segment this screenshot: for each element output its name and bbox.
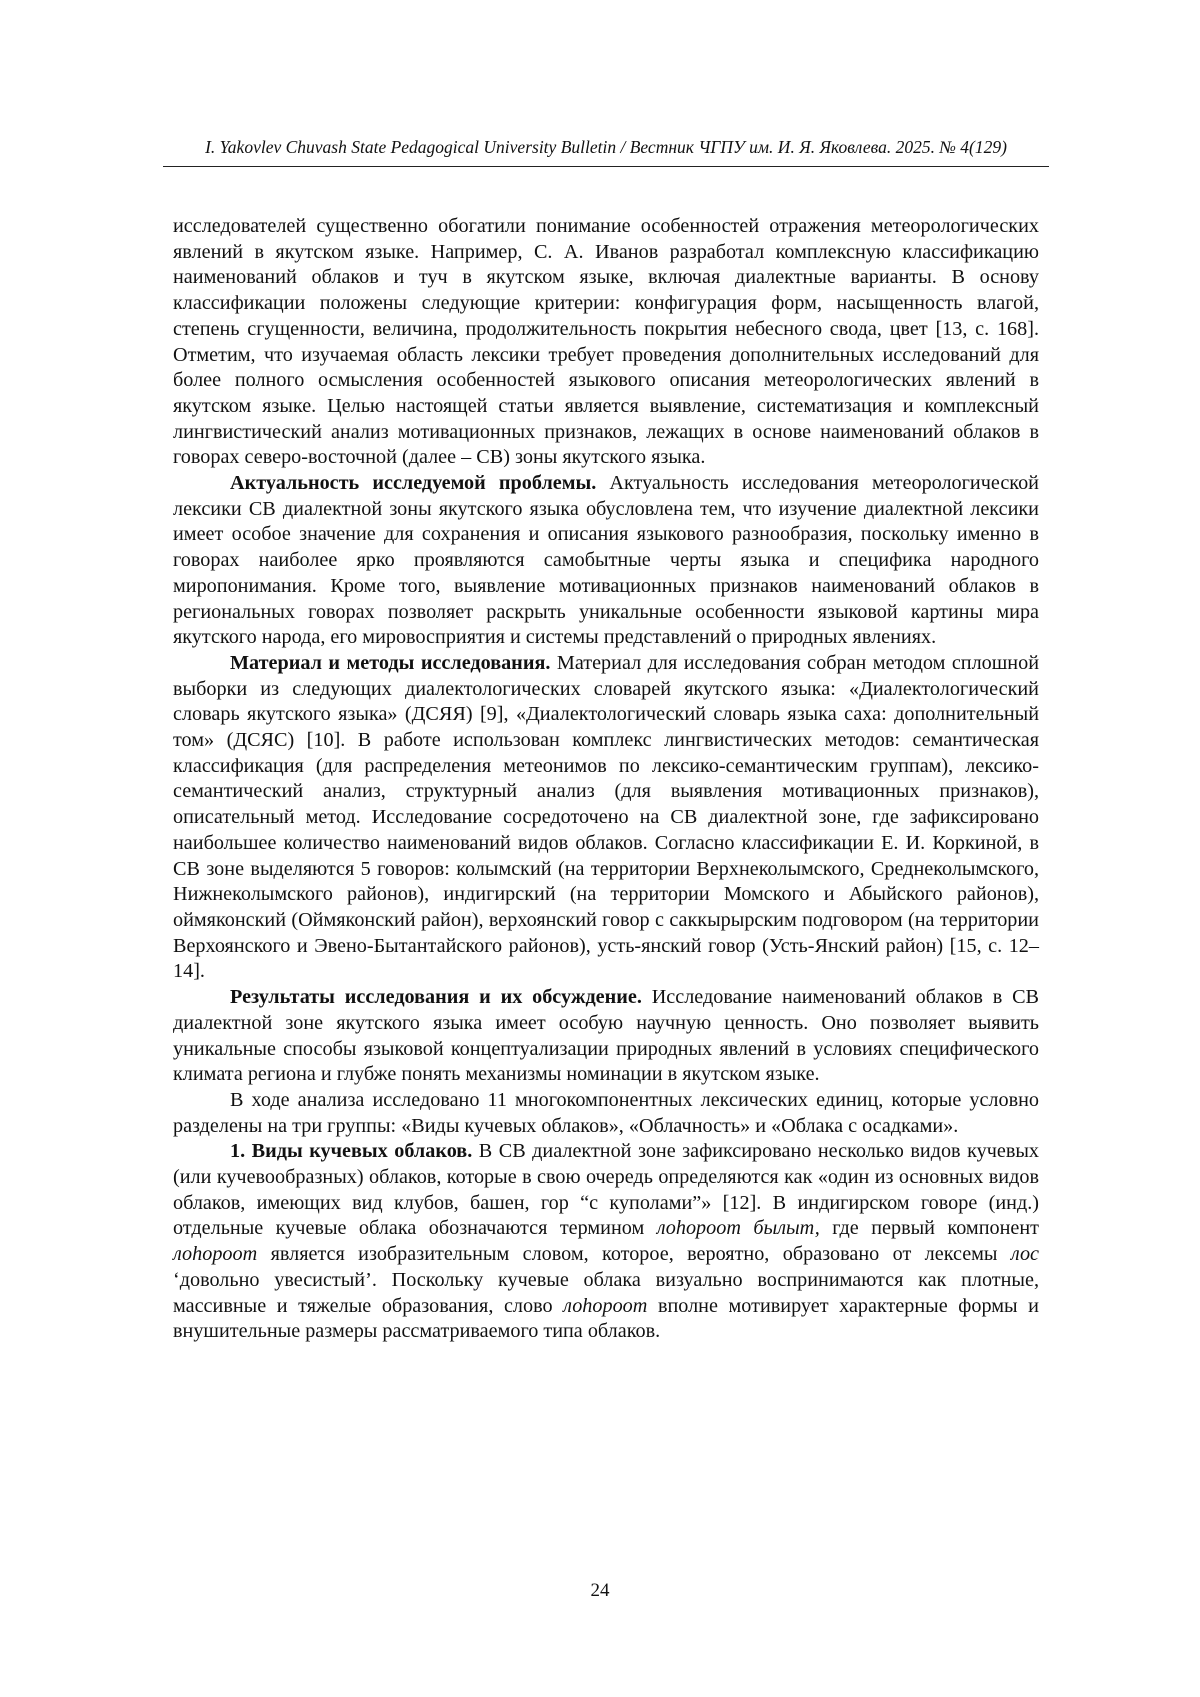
dialect-term: лос bbox=[1010, 1243, 1039, 1266]
paragraph-text: является изобразительным словом, которое, вероятно, образовано от лексемы bbox=[257, 1243, 1011, 1266]
article-body bbox=[173, 214, 1039, 1345]
paragraph-text: Исследование наименований облаков в СВ диалектной зоне якутского языка имеет особую научную ценность. Оно позволяет выявить уникальные способы языковой концептуализации природных явлений в условиях специфического климата региона и глубже понять механизмы номинации в якутском языке. bbox=[173, 986, 1039, 1086]
paragraph-text: ‘довольно увесистый’. Поскольку кучевые облака визуально воспринимаются как плотные, массивные и тяжелые образования, слово bbox=[173, 1268, 1039, 1317]
section-heading-relevance: Актуальность исследуемой проблемы. bbox=[230, 472, 597, 495]
paragraph-text: вполне мотивирует характерные формы и внушительные размеры рассматриваемого типа облаков. bbox=[173, 1294, 1039, 1343]
section-heading-cumulus-clouds: 1. Виды кучевых облаков. bbox=[230, 1140, 473, 1163]
paragraph-text: где первый компонент bbox=[819, 1217, 1039, 1240]
paragraph-text: Актуальность исследования метеорологической лексики СВ диалектной зоны якутского языка обусловлена тем, что изучение диалектной лексики имеет особое значение для сохранения и описания языкового разнообразия, поскольку именно в говорах наиболее ярко проявляются самобытные черты языка и специфика народного миропонимания. Кроме того, выявление мотивационных признаков наименований облаков в региональных говорах позволяет раскрыть уникальные особенности языковой картины мира якутского народа, его мировосприятия и системы представлений о природных явлениях. bbox=[173, 472, 1039, 649]
paragraph-text: исследователей существенно обогатили понимание особенностей отражения метеорологических явлений в якутском языке. Например, С. А. Иванов разработал комплексную классификацию наименований облаков и туч в якутском языке, включая диалектные варианты. В основу классификации положены следующие критерии: конфигурация форм, насыщенность влагой, степень сгущенности, величина, продолжительность покрытия небесного свода, цвет [13, с. 168]. Отметим, что изучаемая область лексики требует проведения дополнительных исследований для более полного осмысления особенностей языкового описания метеорологических явлений в якутском языке. Целью настоящей статьи является выявление, систематизация и комплексный лингвистический анализ мотивационных признаков, лежащих в основе наименований облаков в говорах северо-восточной (далее – СВ) зоны якутского языка. bbox=[173, 215, 1039, 469]
paragraph-relevance bbox=[173, 471, 1039, 651]
dialect-term: лоhороот bbox=[173, 1243, 258, 1266]
section-heading-materials-methods: Материал и методы исследования. bbox=[230, 651, 551, 674]
paragraph-cumulus-clouds bbox=[173, 1139, 1039, 1345]
paragraph-text: Материал для исследования собран методом сплошной выборки из следующих диалектологических словарей якутского языка: «Диалектологический словарь якутского языка» (ДСЯЯ) [9], «Диалектологический словарь языка саха: дополнительный том» (ДСЯС) [10]. В работе использован комплекс лингвистических методов: семантическая классификация (для распределения метеонимов по лексико-семантическим группам), лексико-семантический анализ, структурный анализ (для выявления мотивационных признаков), описательный метод. Исследование сосредоточено на СВ диалектной зоне, где зафиксировано наибольшее количество наименований видов облаков. Согласно классификации Е. И. Коркиной, в СВ зоне выделяются 5 говоров: колымский (на территории Верхнеколымского, Среднеколымского, Нижнеколымского районов), индигирский (на территории Момского и Абыйского районов), оймяконский (Оймяконский район), верхоянский говор с саккырырским подговором (на территории Верхоянского и Эвено-Бытантайского районов), усть-янский говор (Усть-Янский район) [15, с. 12–14]. bbox=[173, 651, 1039, 983]
paragraph-materials-methods bbox=[173, 651, 1039, 985]
running-header: I. Yakovlev Chuvash State Pedagogical University Bulletin / Вестник ЧГПУ им. И. Я. Яковлева. 2025. № 4(129) bbox=[205, 137, 1007, 157]
paragraph-text: В СВ диалектной зоне зафиксировано несколько видов кучевых (или кучевообразных) облаков, которые в свою очередь определяются как «один из основных видов облаков, имеющих вид клубов, башен, гор “с куполами”» [12]. В индигирском говоре (инд.) отдельные кучевые облака обозначаются термином bbox=[173, 1140, 1040, 1240]
paragraph-results bbox=[173, 985, 1039, 1088]
paragraph-analysis-groups bbox=[173, 1088, 1039, 1139]
header-rule bbox=[163, 166, 1049, 167]
section-heading-results: Результаты исследования и их обсуждение. bbox=[230, 986, 642, 1009]
paragraph-text: В ходе анализа исследовано 11 многокомпонентных лексических единиц, которые условно разделены на три группы: «Виды кучевых облаков», «Облачность» и «Облака с осадками». bbox=[173, 1088, 1039, 1137]
dialect-term: лоhороот былыт, bbox=[656, 1217, 820, 1240]
dialect-term: лоhороот bbox=[563, 1294, 648, 1317]
paragraph-intro-continuation bbox=[173, 214, 1039, 471]
page-number: 24 bbox=[590, 1580, 610, 1601]
